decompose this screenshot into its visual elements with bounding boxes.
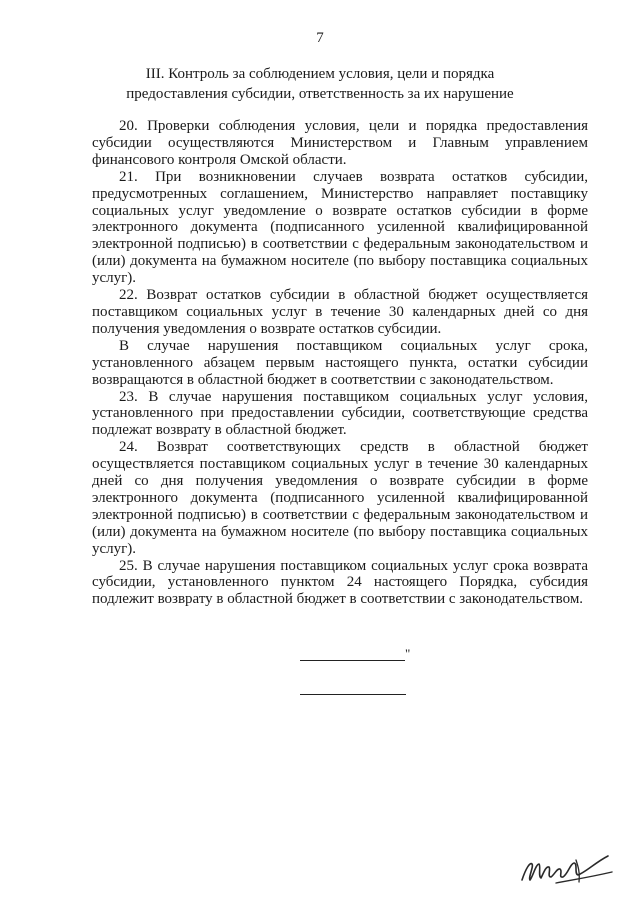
paragraph-22-second: В случае нарушения поставщиком социальных услуг срока, установленного абзацем первым настоящего пункта, остатки субсидии возвращаются в областной бюджет в соответствии с законодательством. bbox=[92, 337, 588, 388]
paragraph-20: 20. Проверки соблюдения условия, цели и порядка предоставления субсидии осуществляются Министерством и Главным управлением финансового контроля Омской области. bbox=[92, 118, 588, 168]
paragraph-24: 24. Возврат соответствующих средств в областной бюджет осуществляется поставщиком социальных услуг в течение 30 календарных дней со дня получения уведомления о возврате субсидии в форме электронного документа (подписанного усиленной квалифицированной электронной подписью) в соответствии с федеральным законодательством и (или) документа на бумажном носителе (по выбору поставщика социальных услуг). bbox=[92, 439, 588, 557]
section-heading bbox=[90, 64, 550, 104]
section-heading-line-2: предоставления субсидии, ответственность за их нарушение bbox=[126, 86, 514, 102]
closing-rule-bottom bbox=[300, 694, 406, 695]
paragraph-21: 21. При возникновении случаев возврата остатков субсидии, предусмотренных соглашением, Министерство направляет поставщику социальных услуг уведомление о возврате остатков субсидии в форме электронного документа (подписанного усиленной квалифицированной электронной подписью) в соответствии с федеральным законодательством и (или) документа на бумажном носителе (по выбору поставщика социальных услуг). bbox=[92, 168, 588, 287]
paragraph-23: 23. В случае нарушения поставщиком социальных услуг условия, установленного при предоставлении субсидии, соответствующие средства подлежат возврату в областной бюджет. bbox=[92, 388, 588, 439]
signature-icon bbox=[516, 850, 616, 890]
page-number: 7 bbox=[316, 30, 324, 46]
paragraph-22: 22. Возврат остатков субсидии в областной бюджет осуществляется поставщиком социальных услуг в течение 30 календарных дней со дня получения уведомления о возврате остатков субсидии. bbox=[92, 287, 588, 337]
closing-quote-mark: " bbox=[405, 646, 411, 661]
section-heading-line-1: III. Контроль за соблюдением условия, цели и порядка bbox=[145, 66, 495, 82]
paragraph-25: 25. В случае нарушения поставщиком социальных услуг срока возврата субсидии, установленного пунктом 24 настоящего Порядка, субсидия подлежит возврату в областной бюджет в соответствии с законодательством. bbox=[92, 557, 588, 608]
document-body bbox=[92, 118, 588, 608]
closing-rule-top bbox=[300, 660, 405, 661]
